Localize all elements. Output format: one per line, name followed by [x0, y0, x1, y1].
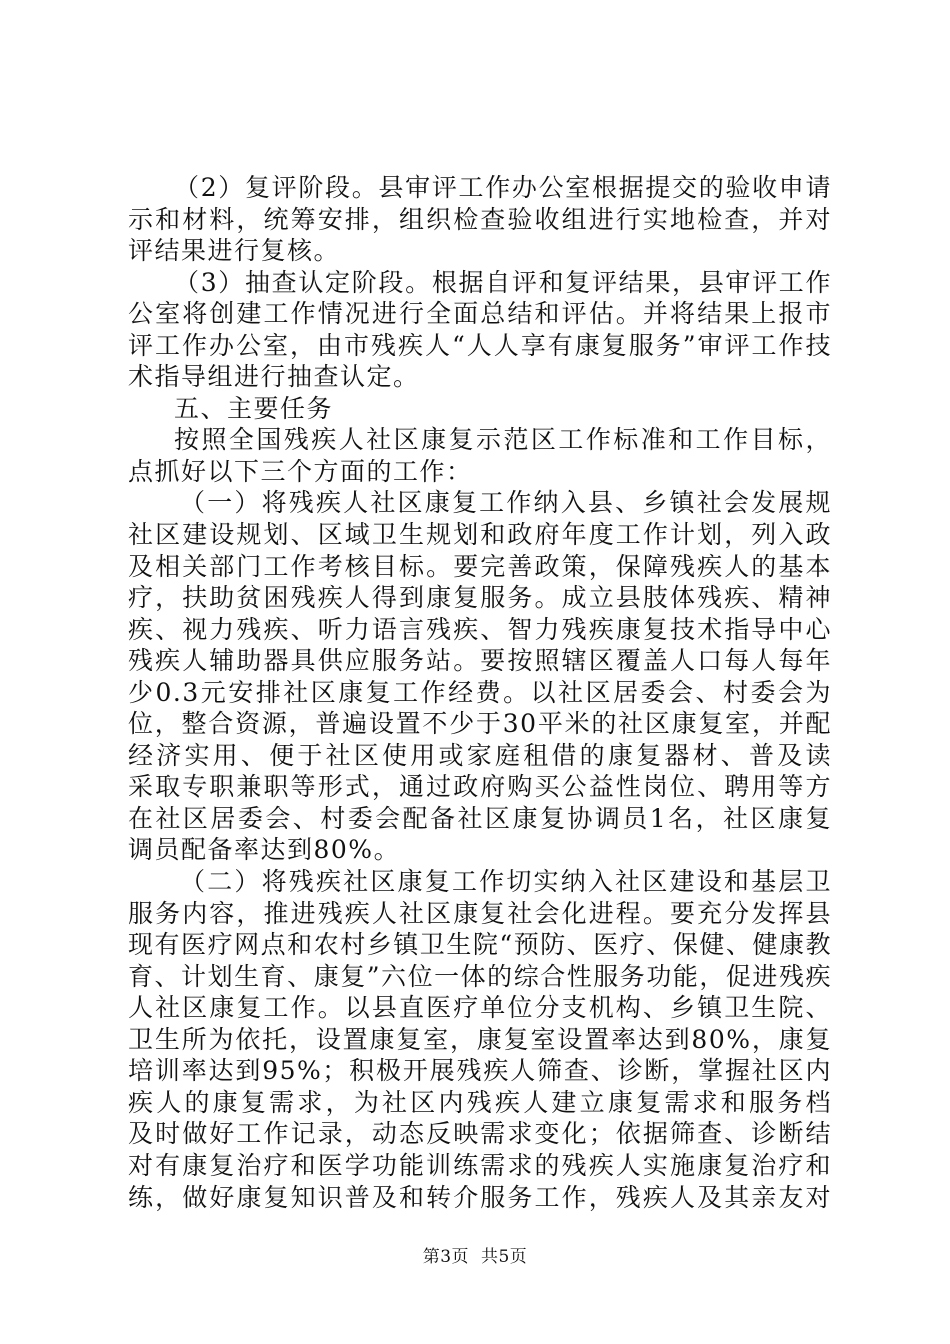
text-line: （二）将残疾社区康复工作切实纳入社区建设和基层卫: [180, 867, 832, 897]
text-line: 位，整合资源，普遍设置不少于30平米的社区康复室，并配: [128, 709, 832, 739]
text-line: 在社区居委会、村委会配备社区康复协调员1名，社区康复: [128, 803, 832, 833]
text-line: 术指导组进行抽查认定。: [128, 362, 420, 392]
page-footer: [0, 1242, 950, 1267]
text-line: 采取专职兼职等形式，通过政府购买公益性岗位、聘用等方: [128, 772, 832, 802]
text-line: 五、主要任务: [174, 393, 334, 423]
text-line: 经济实用、便于社区使用或家庭租借的康复器材、普及读: [128, 740, 832, 770]
text-line: 示和材料，统筹安排，组织检查验收组进行实地检查，并对: [128, 204, 832, 234]
text-line: 疾人的康复需求，为社区内残疾人建立康复需求和服务档: [128, 1087, 832, 1117]
text-line: 少0.3元安排社区康复工作经费。以社区居委会、村委会为: [128, 677, 832, 707]
text-line: 按照全国残疾人社区康复示范区工作标准和工作目标，: [174, 425, 832, 455]
text-line: 培训率达到95%；积极开展残疾人筛查、诊断，掌握社区内: [128, 1056, 832, 1086]
text-line: 现有医疗网点和农村乡镇卫生院“预防、医疗、保健、健康教: [128, 930, 832, 960]
text-line: 服务内容，推进残疾人社区康复社会化进程。要充分发挥县: [128, 898, 832, 928]
text-line: 评结果进行复核。: [128, 236, 341, 266]
text-line: 点抓好以下三个方面的工作：: [128, 456, 473, 486]
page-total: 共5页: [480, 1247, 528, 1267]
text-line: 疾、视力残疾、听力语言残疾、智力残疾康复技术指导中心: [128, 614, 832, 644]
text-line: 卫生所为依托，设置康复室，康复室设置率达到80%，康复: [128, 1024, 832, 1054]
text-line: 及相关部门工作考核目标。要完善政策，保障残疾人的基本: [128, 551, 832, 581]
text-line: 对有康复治疗和医学功能训练需求的残疾人实施康复治疗和: [128, 1150, 832, 1180]
text-line: 练，做好康复知识普及和转介服务工作，残疾人及其亲友对: [128, 1182, 832, 1212]
text-line: 残疾人辅助器具供应服务站。要按照辖区覆盖人口每人每年: [128, 646, 832, 676]
text-line: 及时做好工作记录，动态反映需求变化；依据筛查、诊断结: [128, 1119, 832, 1149]
text-line: 育、计划生育、康复”六位一体的综合性服务功能，促进残疾: [128, 961, 832, 991]
text-line: 公室将创建工作情况进行全面总结和评估。并将结果上报市: [128, 299, 832, 329]
text-line: 社区建设规划、区域卫生规划和政府年度工作计划，列入政: [128, 520, 832, 550]
document-body: [128, 172, 832, 1213]
page-number: 第3页: [422, 1247, 470, 1267]
text-line: 人社区康复工作。以县直医疗单位分支机构、乡镇卫生院、: [128, 993, 832, 1023]
text-line: （3）抽查认定阶段。根据自评和复评结果，县审评工作: [174, 267, 832, 297]
text-line: （一）将残疾人社区康复工作纳入县、乡镇社会发展规: [180, 488, 832, 518]
text-line: 疗，扶助贫困残疾人得到康复服务。成立县肢体残疾、精神: [128, 583, 832, 613]
text-line: 调员配备率达到80%。: [128, 835, 401, 865]
text-line: （2）复评阶段。县审评工作办公室根据提交的验收申请: [174, 173, 832, 202]
text-line: 评工作办公室，由市残疾人“人人享有康复服务”审评工作技: [128, 330, 832, 360]
